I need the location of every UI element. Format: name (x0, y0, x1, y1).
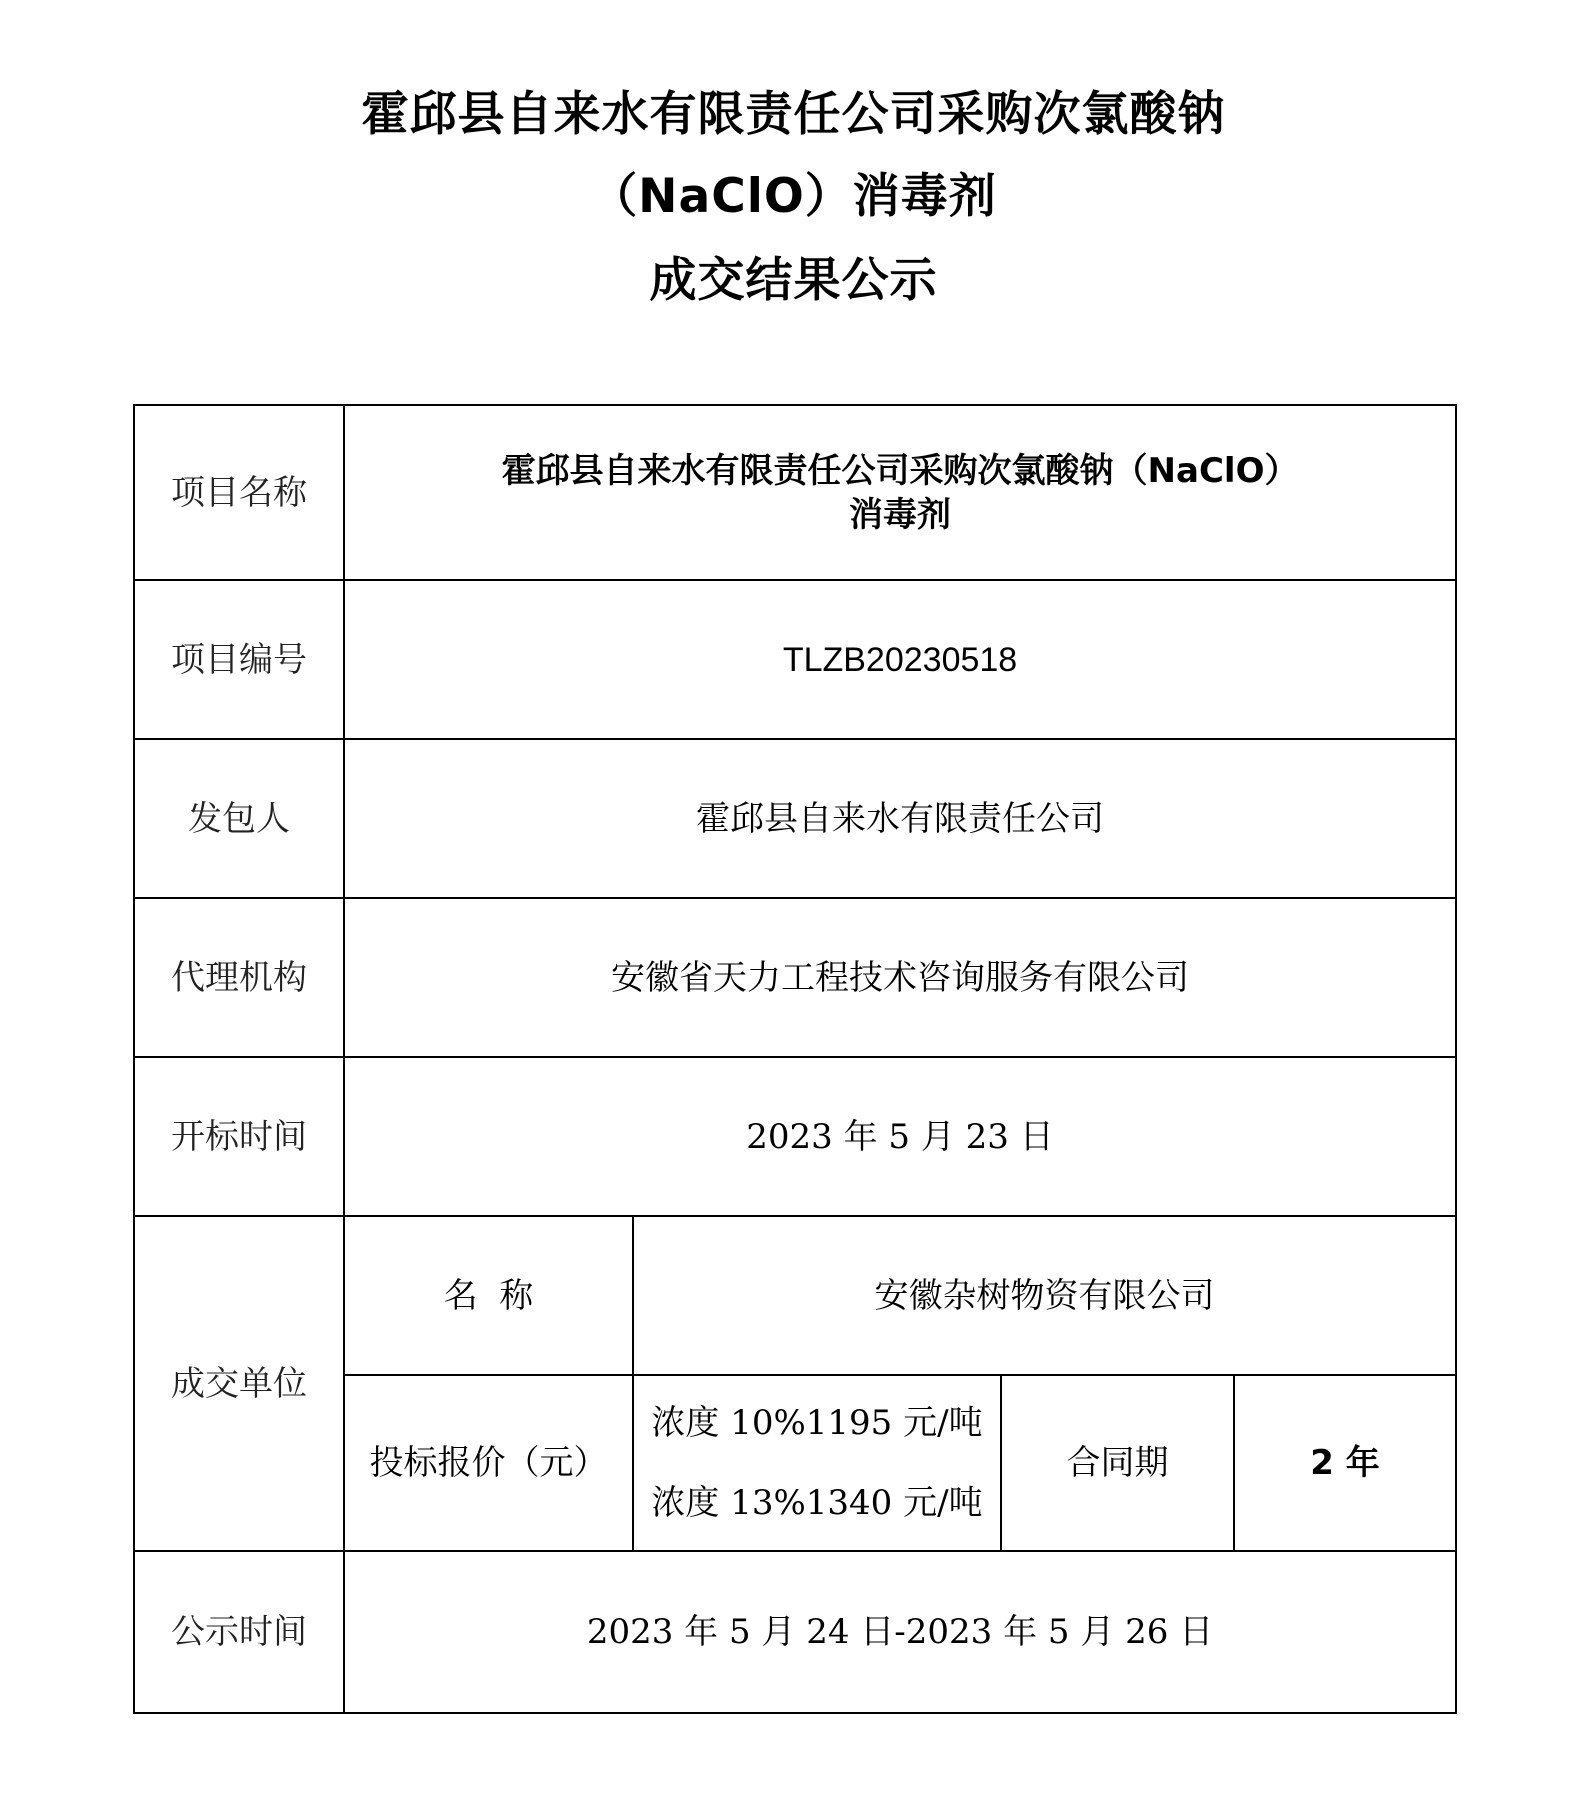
row-project-name (134, 405, 1456, 580)
result-table (133, 404, 1457, 1714)
bid-opening-label: 开标时间 (134, 1057, 344, 1216)
row-employer (134, 739, 1456, 898)
winning-unit-label: 成交单位 (134, 1216, 344, 1551)
agency-value: 安徽省天力工程技术咨询服务有限公司 (344, 898, 1456, 1057)
bid-opening-value: 2023 年 5 月 23 日 (344, 1057, 1456, 1216)
employer-label: 发包人 (134, 739, 344, 898)
project-name-label: 项目名称 (134, 405, 344, 580)
page-title-line-3: 成交结果公示 (649, 253, 938, 308)
page-title-line-1: 霍邱县自来水有限责任公司采购次氯酸钠 (361, 87, 1226, 142)
bid-price-line-2: 浓度 13%1340 元/吨 (651, 1483, 983, 1523)
contract-period-value: 2 年 (1234, 1375, 1456, 1551)
agency-label: 代理机构 (134, 898, 344, 1057)
project-number-label: 项目编号 (134, 580, 344, 739)
bid-price-label: 投标报价（元） (344, 1375, 633, 1551)
page-title-line-2: （NaClO）消毒剂 (590, 169, 997, 224)
publicity-label: 公示时间 (134, 1551, 344, 1713)
row-project-number (134, 580, 1456, 739)
bid-price-value (633, 1375, 1001, 1551)
row-agency (134, 898, 1456, 1057)
bid-price-line-1: 浓度 10%1195 元/吨 (651, 1403, 983, 1443)
publicity-value: 2023 年 5 月 24 日-2023 年 5 月 26 日 (344, 1551, 1456, 1713)
winning-unit-name-value: 安徽杂树物资有限公司 (633, 1216, 1456, 1375)
row-bid-opening (134, 1057, 1456, 1216)
employer-value: 霍邱县自来水有限责任公司 (344, 739, 1456, 898)
contract-period-label: 合同期 (1001, 1375, 1234, 1551)
row-publicity (134, 1551, 1456, 1713)
row-winning-unit-name (134, 1216, 1456, 1375)
project-name-value-line-1: 霍邱县自来水有限责任公司采购次氯酸钠（NaClO） (501, 450, 1299, 491)
project-number-value: TLZB20230518 (344, 580, 1456, 739)
project-name-value (344, 405, 1456, 580)
project-name-value-line-2: 消毒剂 (849, 494, 952, 535)
winning-unit-name-label: 名 称 (344, 1216, 633, 1375)
